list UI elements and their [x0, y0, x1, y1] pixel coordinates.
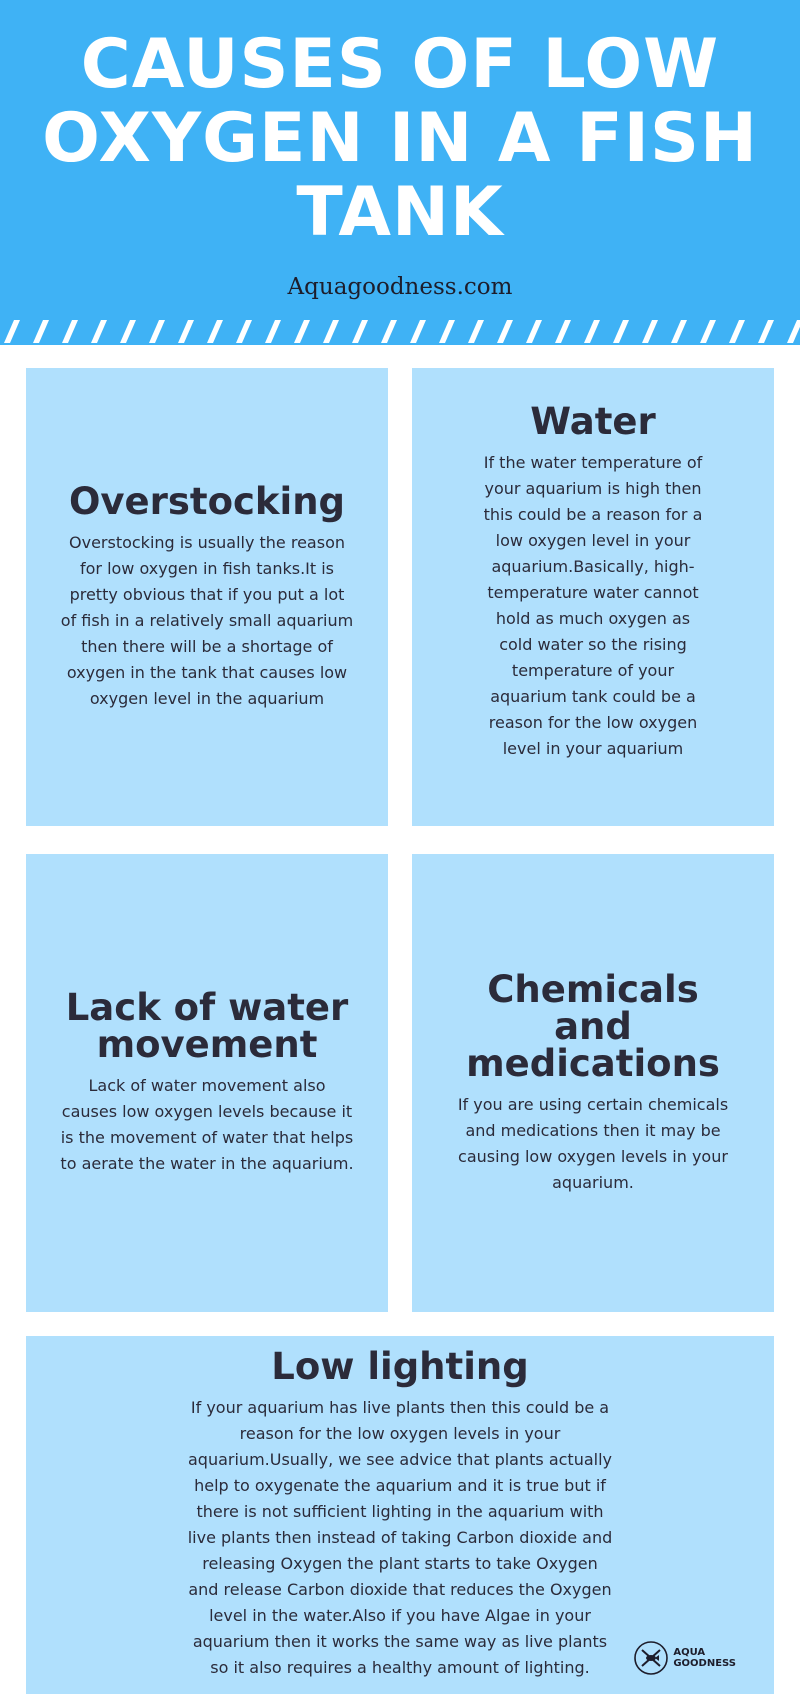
- card-text: If the water temperature of your aquarium is high then this could be a reason for a low oxygen level in your aquarium.Basically, high-temperature water cannot hold as much oxygen as cold water so the rising temperature of your aquarium tank could be a reason for the low oxygen level in your aquarium: [483, 452, 703, 758]
- stripe: [294, 320, 310, 343]
- stripe: [120, 320, 136, 343]
- stripe-divider: [0, 318, 800, 345]
- stripe: [787, 320, 800, 343]
- stripe: [439, 320, 455, 343]
- header-banner: [0, 0, 800, 345]
- stripe: [671, 320, 687, 343]
- card-water: [412, 368, 774, 826]
- card-title: Low lighting: [271, 1345, 529, 1388]
- stripe: [236, 320, 252, 343]
- card-title: Water: [530, 399, 656, 443]
- stripe: [497, 320, 513, 343]
- card-title: Chemicals and medications: [466, 967, 720, 1085]
- card-low-lighting: [26, 1336, 774, 1694]
- logo-line-2: GOODNESS: [673, 1658, 736, 1669]
- card-chemicals: [412, 854, 774, 1312]
- card-overstocking: [26, 368, 388, 826]
- stripe: [700, 320, 716, 343]
- stripe: [207, 320, 223, 343]
- stripe: [4, 320, 20, 343]
- stripe: [323, 320, 339, 343]
- card-text: Overstocking is usually the reason for low oxygen in fish tanks.It is pretty obvious that if you put a lot of fish in a relatively small aquarium then there will be a shortage of oxygen in the tank that causes low oxygen level in the aquarium: [60, 532, 354, 708]
- stripe: [265, 320, 281, 343]
- card-title: Overstocking: [68, 479, 346, 523]
- stripe: [33, 320, 49, 343]
- card-text: Lack of water movement also causes low oxygen levels because it is the movement of water that helps to aerate the water in the aquarium.: [60, 1076, 354, 1173]
- card-text: If your aquarium has live plants then this could be a reason for the low oxygen levels in your aquarium.Usually, we see advice that plants actually help to oxygenate the aquarium and it is true but if there is not sufficient lighting in the aquarium with live plants then instead of taking Carbon dioxide and releasing Oxygen the plant starts to take Oxygen and release Carbon dioxide that reduces the Oxygen level in the water.Also if you have Algae in your aquarium then it works the same way as live plants so it also requires a healthy amount of lighting.: [187, 1398, 613, 1677]
- brand-logo: [633, 1640, 736, 1676]
- stripe: [584, 320, 600, 343]
- stripe: [613, 320, 629, 343]
- page-title: CAUSES OF LOW OXYGEN IN A FISH TANK: [42, 25, 758, 252]
- stripe: [758, 320, 774, 343]
- stripe: [149, 320, 165, 343]
- card-title: Lack of water movement: [65, 986, 349, 1066]
- card-water-movement: [26, 854, 388, 1312]
- stripe: [468, 320, 484, 343]
- stripe: [178, 320, 194, 343]
- card-text: If you are using certain chemicals and medications then it may be causing low oxygen levels in your aquarium.: [457, 1094, 729, 1192]
- stripe: [642, 320, 658, 343]
- aqua-goodness-logo-icon: [633, 1640, 669, 1676]
- stripe: [729, 320, 745, 343]
- logo-line-1: AQUA: [673, 1647, 706, 1658]
- site-name: Aquagoodness.com: [287, 274, 513, 300]
- stripe: [352, 320, 368, 343]
- stripe: [410, 320, 426, 343]
- logo-text: [673, 1647, 736, 1669]
- stripe: [62, 320, 78, 343]
- stripe: [381, 320, 397, 343]
- stripe: [526, 320, 542, 343]
- stripe: [555, 320, 571, 343]
- stripe: [91, 320, 107, 343]
